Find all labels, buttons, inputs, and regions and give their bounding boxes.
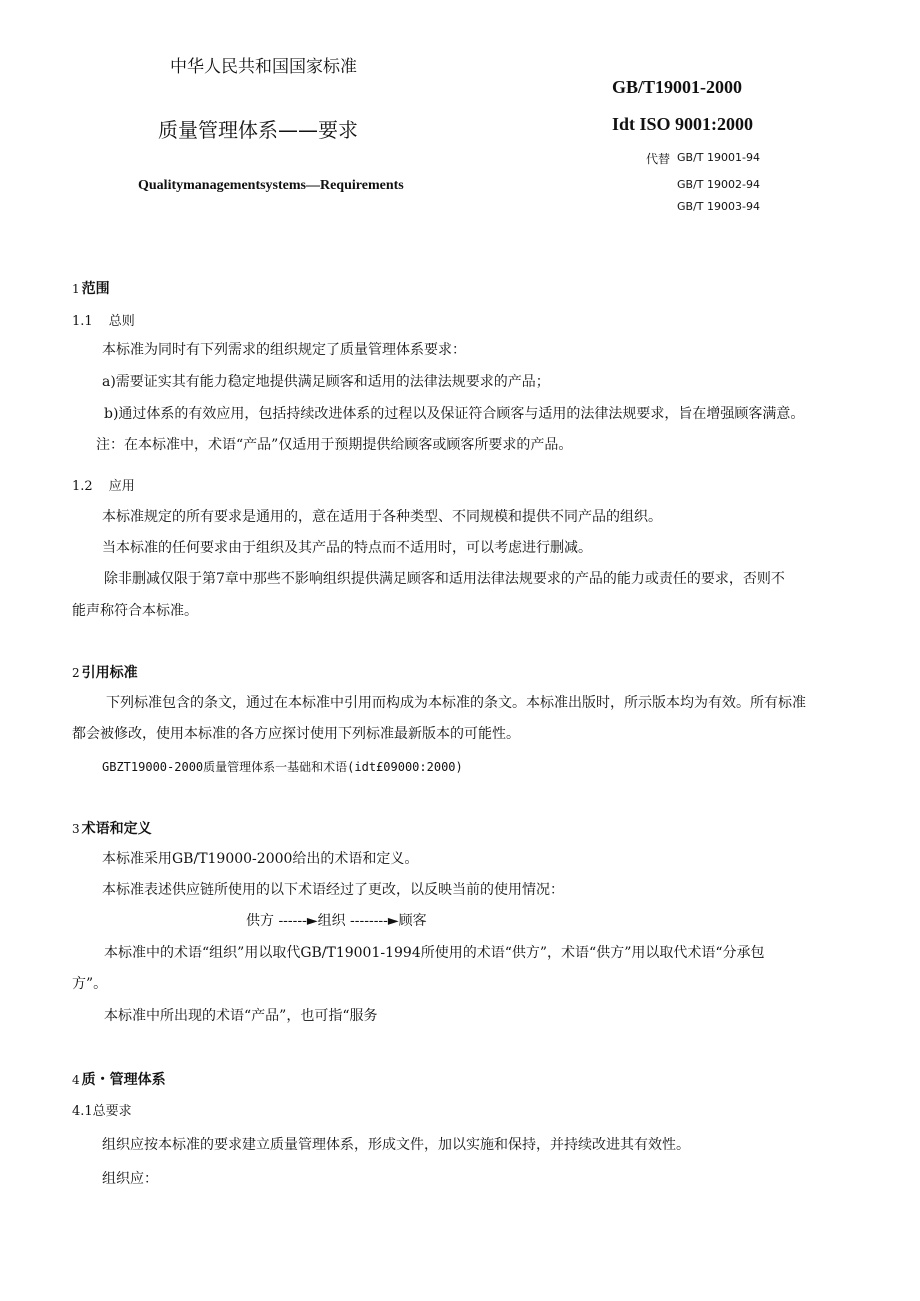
section-title: 术语和定义 — [81, 821, 152, 837]
reference-item: GBZT19000-2000质量管理体系一基础和术语(idt£09000:2000) — [102, 760, 463, 774]
paragraph: 本标准规定的所有要求是通用的，意在适用于各种类型、不同规模和提供不同产品的组织。 — [102, 509, 662, 525]
section-heading — [72, 662, 138, 682]
note: 注：在本标准中，术语“产品”仅适用于预期提供给顾客或顾客所要求的产品。 — [96, 437, 573, 453]
paragraph: 除非删减仅限于第7章中那些不影响组织提供满足顾客和适用法律法规要求的产品的能力或责任的要求，否则不 — [104, 571, 785, 587]
replaces-label: 代替 — [646, 152, 671, 166]
document-title-en: Qualitymanagementsystems—Requirements — [138, 178, 404, 193]
replaced-standard: GB/T 19002-94 — [677, 178, 760, 191]
paragraph: 本标准中所出现的术语“产品”，也可指“服务 — [104, 1008, 378, 1024]
paragraph: 本标准为同时有下列需求的组织规定了质量管理体系要求： — [102, 342, 466, 358]
replaced-standard: GB/T 19003-94 — [677, 200, 760, 213]
subsection-title: 应用 — [108, 479, 135, 494]
section-number: 4 — [72, 1073, 80, 1087]
section-title: 范围 — [81, 281, 110, 297]
document-title-cn: 质量管理体系——要求 — [158, 118, 358, 142]
paragraph: 组织应按本标准的要求建立质量管理体系，形成文件，加以实施和保持，并持续改进其有效性。 — [102, 1137, 690, 1153]
supply-chain-diagram: 供方 ------►组织 --------►顾客 — [246, 913, 427, 929]
subsection-title: 总则 — [108, 314, 135, 329]
paragraph-continuation: 都会被修改，使用本标准的各方应探讨使用下列标准最新版本的可能性。 — [72, 726, 520, 742]
paragraph: 本标准采用GB/T19000-2000给出的术语和定义。 — [102, 851, 419, 867]
paragraph: 本标准中的术语“组织”用以取代GB/T19001-1994所使用的术语“供方”，术语“供方”用以取代术语“分承包 — [104, 945, 765, 961]
paragraph-continuation: 方”。 — [72, 976, 108, 992]
section-heading — [72, 278, 110, 298]
paragraph: 本标准表述供应链所使用的以下术语经过了更改，以反映当前的使用情况： — [102, 882, 564, 898]
subsection-heading: 4.1总要求 — [72, 1104, 132, 1119]
subsection-number: 1.2 — [72, 479, 93, 494]
list-item: a)需要证实其有能力稳定地提供满足顾客和适用的法律法规要求的产品； — [102, 374, 550, 390]
subsection-heading — [72, 475, 135, 494]
section-heading — [72, 1069, 166, 1089]
list-item: b)通过体系的有效应用，包括持续改进体系的过程以及保证符合顾客与适用的法律法规要求，旨在增强顾客满意。 — [104, 406, 805, 422]
idt-number: Idt ISO 9001:2000 — [612, 114, 754, 134]
paragraph-continuation: 能声称符合本标准。 — [72, 603, 198, 619]
section-number: 1 — [72, 282, 80, 296]
paragraph: 组织应： — [102, 1171, 158, 1187]
section-number: 3 — [72, 822, 80, 836]
paragraph: 当本标准的任何要求由于组织及其产品的特点而不适用时，可以考虑进行删减。 — [102, 540, 592, 556]
section-number: 2 — [72, 666, 80, 680]
subsection-number: 1.1 — [72, 314, 93, 329]
replaced-standard: GB/T 19001-94 — [677, 151, 760, 164]
standard-number: GB/T19001-2000 — [612, 77, 743, 97]
section-heading — [72, 818, 152, 838]
section-title: 引用标准 — [81, 665, 138, 681]
subsection-heading — [72, 310, 135, 329]
national-standard-label: 中华人民共和国国家标准 — [170, 57, 357, 77]
section-title: 质・管理体系 — [81, 1072, 166, 1088]
paragraph: 下列标准包含的条文，通过在本标准中引用而构成为本标准的条文。本标准出版时，所示版本均为有效。所有标准 — [106, 695, 806, 711]
